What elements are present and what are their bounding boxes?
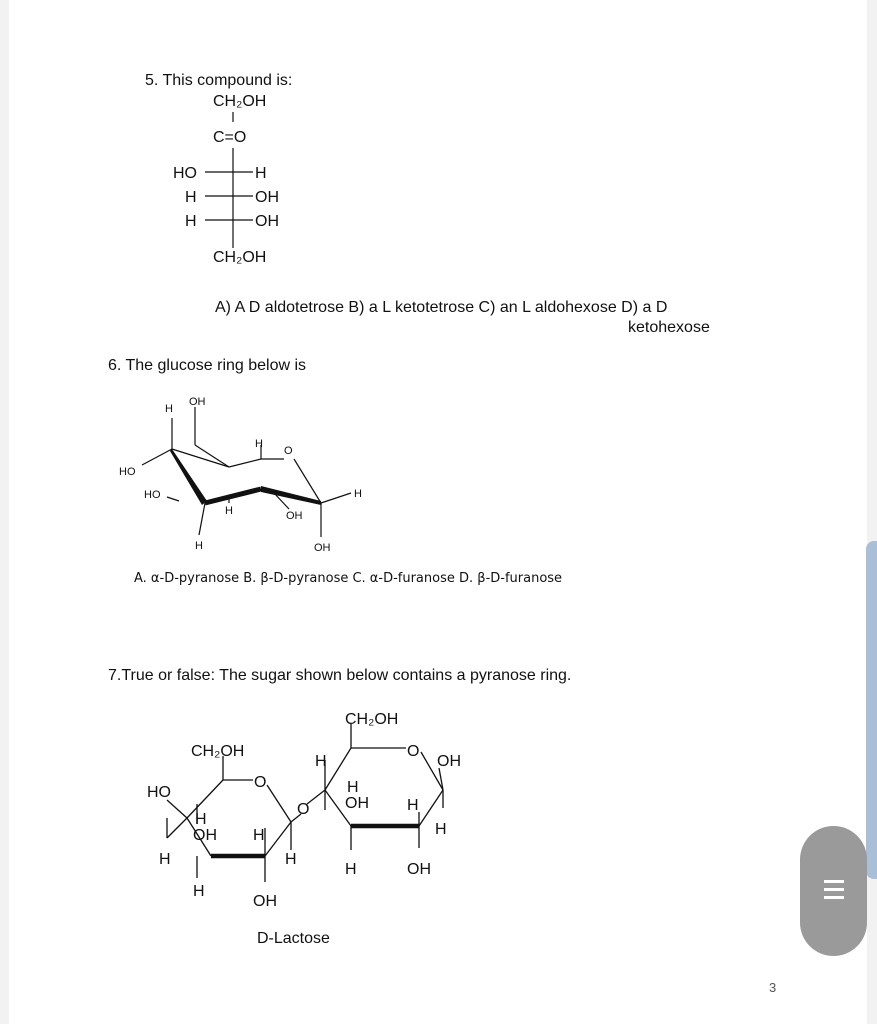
label-h-a: H xyxy=(195,811,207,828)
bond-line xyxy=(195,445,229,467)
label-oh-c1-down: OH xyxy=(314,542,331,554)
label-h-c5: H xyxy=(255,438,263,450)
bond-line xyxy=(167,497,179,501)
ring-wedge xyxy=(170,449,207,505)
question-5-options-line2: ketohexose xyxy=(628,319,710,336)
row3-right: OH xyxy=(255,213,279,230)
grip-line-icon xyxy=(824,896,844,899)
bond-line xyxy=(142,449,172,465)
label-h-j: H xyxy=(345,861,357,878)
ring-bond-bold xyxy=(205,489,261,503)
label-oh-bottom-right: OH xyxy=(407,861,431,878)
label-o-left: O xyxy=(254,774,267,791)
grip-line-icon xyxy=(824,880,844,883)
lactose-caption: D-Lactose xyxy=(257,930,330,947)
bond-line xyxy=(321,493,351,503)
question-5-prompt: 5. This compound is: xyxy=(145,72,293,89)
page-number: 3 xyxy=(769,980,777,995)
bond-line xyxy=(167,800,187,818)
label-h-top: H xyxy=(165,403,173,415)
label-ho-left: HO xyxy=(119,466,136,478)
ring-bond xyxy=(267,785,291,822)
grip-line-icon xyxy=(824,888,844,891)
label-h-b: H xyxy=(253,827,265,844)
question-7-prompt: 7.True or false: The sugar shown below contains a pyranose ring. xyxy=(108,667,572,684)
label-h-f: H xyxy=(315,753,327,770)
label-h-e: H xyxy=(193,883,205,900)
label-ho-c3: HO xyxy=(144,489,161,501)
bottom-ch2oh: CH₂OH xyxy=(213,249,267,266)
label-h-h: H xyxy=(407,797,419,814)
label-oh-right-top: OH xyxy=(437,753,461,770)
bond-line xyxy=(307,790,325,804)
label-ch2oh-right: CH₂OH xyxy=(345,711,399,728)
label-h-g: H xyxy=(347,779,359,796)
label-o-link: O xyxy=(297,801,310,818)
bond-line xyxy=(167,818,187,838)
label-h-d: H xyxy=(285,851,297,868)
label-oh-a: OH xyxy=(193,827,217,844)
label-o-right: O xyxy=(407,743,420,760)
label-oh-top: OH xyxy=(189,396,206,408)
scroll-handle[interactable] xyxy=(800,826,867,956)
ring-bond xyxy=(229,459,261,467)
label-o-ring: O xyxy=(284,445,293,457)
label-oh-c1-inner: OH xyxy=(286,510,303,522)
row1-left: HO xyxy=(173,165,197,182)
bond-line xyxy=(199,503,205,535)
haworth-glucose-ring xyxy=(99,385,379,560)
row2-left: H xyxy=(185,189,197,206)
label-h-c1: H xyxy=(354,488,362,500)
lactose-structure xyxy=(129,700,489,920)
row1-right: H xyxy=(255,165,267,182)
row3-left: H xyxy=(185,213,197,230)
label-oh-mid: OH xyxy=(345,795,369,812)
label-h-i: H xyxy=(435,821,447,838)
label-oh-bottom-left: OH xyxy=(253,893,277,910)
carbonyl: C=O xyxy=(213,129,247,146)
question-5-options-line1: A) A D aldotetrose B) a L ketotetrose C) an L aldohexose D) a D xyxy=(215,299,668,316)
question-6-options: A. α-D-pyranose B. β-D-pyranose C. α-D-furanose D. β-D-furanose xyxy=(134,571,563,586)
top-ch2oh: CH₂OH xyxy=(213,93,267,110)
row2-right: OH xyxy=(255,189,279,206)
document-page xyxy=(9,0,867,1024)
fischer-projection xyxy=(149,88,309,272)
side-scroll-track[interactable] xyxy=(866,541,877,879)
label-ho: HO xyxy=(147,784,171,801)
question-6-prompt: 6. The glucose ring below is xyxy=(108,357,307,374)
label-ch2oh-left: CH₂OH xyxy=(191,743,245,760)
label-h-c: H xyxy=(159,851,171,868)
label-h-c2-inner: H xyxy=(225,505,233,517)
label-h-c3-down: H xyxy=(195,540,203,552)
